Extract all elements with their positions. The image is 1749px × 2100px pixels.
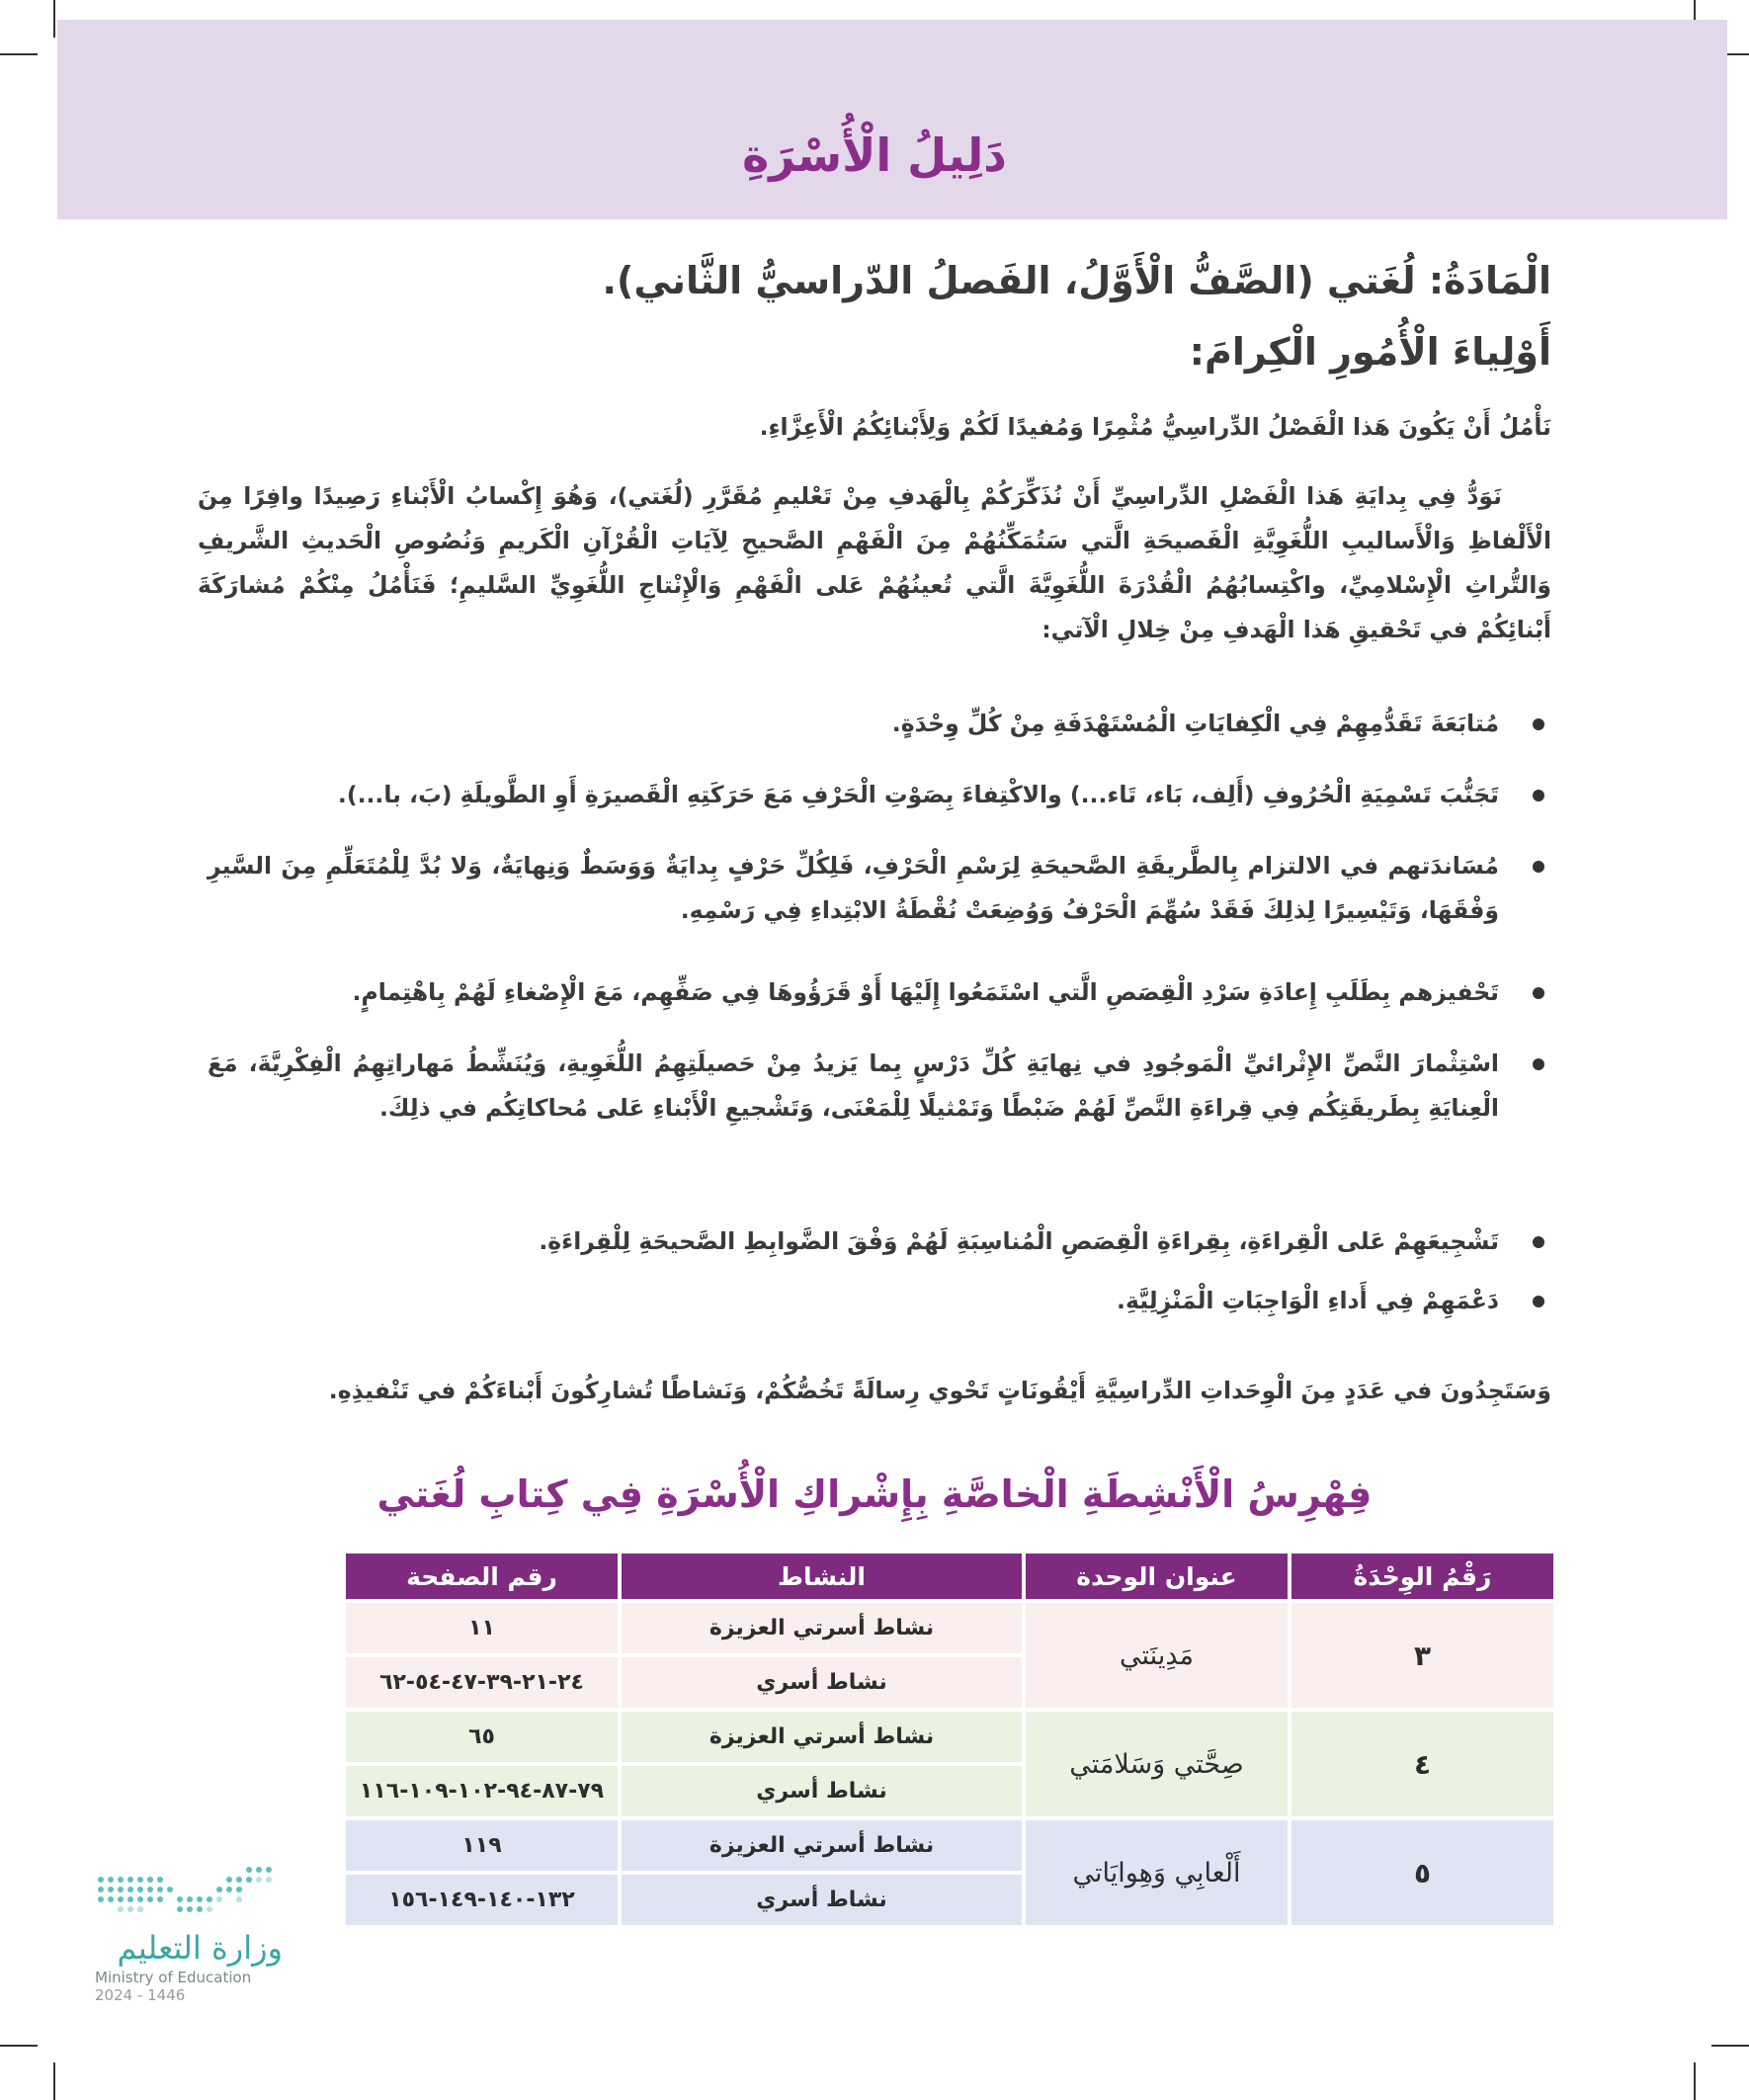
crop-mark <box>53 2062 55 2100</box>
crop-mark <box>53 0 55 38</box>
table-row <box>346 1603 1553 1653</box>
table-header-row <box>346 1554 1553 1599</box>
ministry-name-en: Ministry of Education <box>95 1969 252 1986</box>
goal-paragraph: نَوَدُّ فِي بِدايَةِ هَذا الْفَصْلِ الدِّراسِيِّ أَنْ نُذَكِّرَكُمْ بِالْهَدفِ مِنْ تَعْليمِ مُقَرَّرِ (لُغَتي)، وَهُوَ إِكْسابُ الْأَبْناءِ رَصِيدًا وافِرًا مِنَ الْأَلْفاظِ وَالْأَساليبِ اللُّغَوِيَّةِ الْفَصيحَةِ الَّتي سَتُمَكِّنُهُمْ مِنَ الْفَهْمِ الصَّحيحِ لِآيَاتِ الْقُرْآنِ الْكَريمِ وَنُصُوصِ الْحَديثِ الشَّريفِ وَالتُّراثِ الْإِسْلامِيِّ، واكْتِسابُهُمُ الْقُدْرَةَ اللُّغَوِيَّةَ الَّتي تُعينُهُمْ عَلى الْفَهْمِ وَالْإِنْتاجِ اللُّغَوِيِّ السَّليمِ؛ فَنَأْمُلُ مِنْكُمْ مُشارَكَةَ أَبْنائِكُمْ في تَحْقيقِ هَذا الْهَدفِ مِنْ خِلالِ الْآتي: <box>198 482 1551 643</box>
bullet-icon <box>1533 1236 1544 1248</box>
header-unit-title: عنوان الوحدة <box>1026 1554 1288 1599</box>
unit-title: صِحَّتي وَسَلامَتي <box>1026 1712 1288 1816</box>
page-numbers: ٢٤-٢١-٣٩-٤٧-٥٤-٦٢ <box>346 1657 618 1708</box>
ministry-name-ar: وزارة التعليم <box>117 1929 283 1967</box>
page-title: دَلِيلُ الْأُسْرَةِ <box>742 128 1007 182</box>
activity-name: نشاط أسري <box>622 1657 1022 1708</box>
list-item: تَشْجِيعَهِمْ عَلى الْقِراءَةِ، بِقِراءَةِ الْقِصَصِ الْمُناسِبَةِ لَهُمْ وَفْقَ الضَّوابِطِ الصَّحيحَةِ لِلْقِراءَةِ. <box>208 1219 1556 1279</box>
page-numbers: ٦٥ <box>346 1712 618 1762</box>
page-numbers: ١٣٢-١٤٠-١٤٩-١٥٦ <box>346 1875 618 1925</box>
page-numbers: ٧٩-٨٧-٩٤-١٠٢-١٠٩-١١٦ <box>346 1766 618 1816</box>
crop-mark <box>1711 2045 1749 2047</box>
edition-year: 2024 - 1446 <box>95 1986 186 2004</box>
list-item: تَجَنُّبَ تَسْمِيَةِ الْحُرُوفِ (أَلِف، بَاء، تَاء...) والاكْتِفاءَ بِصَوْتِ الْحَرْفِ مَعَ حَرَكَتِهِ الْقَصيرَةِ أَوِ الطَّويلَةِ (بَ، با...). <box>208 773 1556 844</box>
activity-name: نشاط أسرتي العزيزة <box>622 1712 1022 1762</box>
activity-name: نشاط أسري <box>622 1875 1022 1925</box>
guardians-greeting: أَوْلِياءَ الْأُمُورِ الْكِرامَ: <box>1189 330 1551 374</box>
index-title: فِهْرِسُ الْأَنْشِطَةِ الْخاصَّةِ بِإِشْراكِ الْأُسْرَةِ فِي كِتابِ لُغَتي <box>376 1472 1373 1516</box>
subject-line: الْمَادَةُ: لُغَتي (الصَّفُّ الْأَوَّلُ، الفَصلُ الدّراسيُّ الثَّاني). <box>602 259 1551 302</box>
header-activity: النشاط <box>622 1554 1022 1599</box>
activities-index-table <box>342 1550 1557 1929</box>
activity-name: نشاط أسرتي العزيزة <box>622 1820 1022 1871</box>
ministry-logo <box>95 1858 283 2004</box>
unit-title: مَدِينَتي <box>1026 1603 1288 1708</box>
unit-number: ٤ <box>1291 1712 1553 1816</box>
bullet-icon <box>1533 861 1544 873</box>
crop-mark <box>0 2045 38 2047</box>
page-numbers: ١١ <box>346 1603 618 1653</box>
header-unit-number: رَقْمُ الوِحْدَةُ <box>1291 1554 1553 1599</box>
list-item: اسْتِثْمارَ النَّصِّ الإِثْرائيِّ الْمَوجُودِ في نِهايَةِ كُلِّ دَرْسٍ بِما يَزيدُ مِنْ حَصيلَتِهِمُ اللُّغَوِيةِ، وَيُنَشِّطُ مَهاراتِهِمُ الْفِكْرِيَّةَ، مَعَ الْعِنايَةِ بِطَريقَتِكُم فِي قِراءَةِ النَّصِّ لَهُمْ ضَبْطًا وَتَمْثيلًا لِلْمَعْنَى، وَتَشْجيعِ الْأَبْناءِ عَلى مُحاكاتِكُم في ذلِكَ. <box>208 1042 1556 1219</box>
intro-paragraph: نَأْمُلُ أَنْ يَكُونَ هَذا الْفَصْلُ الدِّراسِيُّ مُثْمِرًا وَمُفيدًا لَكُمْ وَلِأَبْنائِكُمُ الْأَعِزَّاءِ. <box>759 413 1551 441</box>
unit-title: أَلْعابِي وَهِوايَاتي <box>1026 1820 1288 1925</box>
header-page: رقم الصفحة <box>346 1554 618 1599</box>
bullet-icon <box>1533 790 1544 801</box>
activity-name: نشاط أسري <box>622 1766 1022 1816</box>
bullet-icon <box>1533 718 1544 730</box>
closing-paragraph: وَسَتَجِدُونَ في عَدَدٍ مِنَ الْوِحَداتِ الدِّراسِيَّةِ أَيْقُونَاتٍ تَحْوي رِسالَةً تَخُصُّكُمْ، وَنَشاطًا تُشارِكُونَ أَبْناءَكُمْ في تَنْفيذِهِ. <box>328 1377 1551 1404</box>
table-row <box>346 1712 1553 1762</box>
crop-mark <box>0 53 38 55</box>
unit-number: ٥ <box>1291 1820 1553 1925</box>
list-item: تَحْفيزهم بِطَلَبِ إِعادَةِ سَرْدِ الْقِصَصِ الَّتي اسْتَمَعُوا إِلَيْهَا أَوْ قَرَؤُوهَا فِي صَفِّهِم، مَعَ الْإِصْغاءِ لَهُمْ بِاهْتِمامٍ. <box>208 970 1556 1042</box>
list-item: دَعْمَهِمْ فِي أَداءِ الْوَاجِبَاتِ الْمَنْزِلِيَّةِ. <box>208 1279 1556 1338</box>
bullet-icon <box>1533 987 1544 999</box>
ministry-dots-icon <box>95 1858 283 1929</box>
table-row <box>346 1820 1553 1871</box>
list-item: مُسَاندَتهم في الالتزام بِالطَّريقَةِ الصَّحيحَةِ لِرَسْمِ الْحَرْفِ، فَلِكُلِّ حَرْفٍ بِدايَةٌ وَوَسَطٌ وَنِهايَةٌ، وَلا بُدَّ لِلْمُتَعَلِّمِ مِنَ السَّيرِ وَفْقَهَا، وَتَيْسِيرًا لِذلِكَ فَقَدْ سُهِّمَ الْحَرْفُ وَوُضِعَتْ نُقْطَةُ الابْتِداءِ فِي رَسْمِهِ. <box>208 844 1556 970</box>
activity-name: نشاط أسرتي العزيزة <box>622 1603 1022 1653</box>
guidance-list <box>208 702 1556 1338</box>
list-item: مُتابَعَةَ تَقَدُّمِهِمْ فِي الْكِفايَاتِ الْمُسْتَهْدَفَةِ مِنْ كُلِّ وِحْدَةٍ. <box>208 702 1556 773</box>
page-numbers: ١١٩ <box>346 1820 618 1871</box>
header-band <box>57 20 1727 219</box>
bullet-icon <box>1533 1058 1544 1070</box>
bullet-icon <box>1533 1296 1544 1307</box>
unit-number: ٣ <box>1291 1603 1553 1708</box>
crop-mark <box>1694 2062 1696 2100</box>
